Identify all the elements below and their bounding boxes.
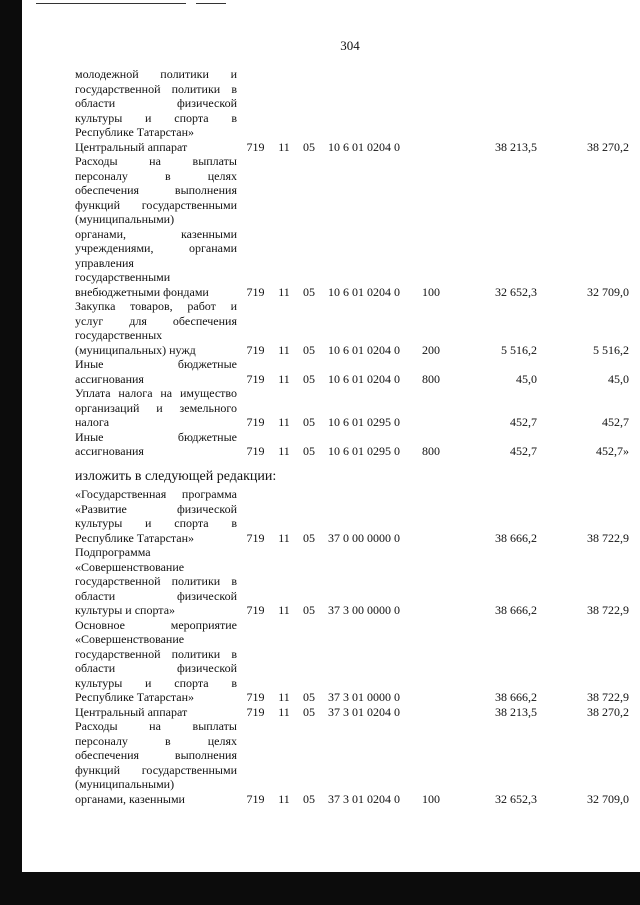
table-row <box>75 719 630 806</box>
row-subsection: 05 <box>303 415 315 429</box>
row-subsection: 05 <box>303 690 315 704</box>
row-target-code: 10 6 01 0204 0 <box>328 371 400 386</box>
row-subsection: 05 <box>303 284 315 299</box>
row-target-code: 37 0 00 0000 0 <box>328 530 400 545</box>
table-row <box>75 430 630 459</box>
row-subsection: 05 <box>303 791 315 806</box>
table-row <box>75 618 630 705</box>
row-subsection: 05 <box>303 704 315 719</box>
description-line: культуры и спорта в <box>75 675 237 690</box>
row-amount-year1: 38 213,5 <box>495 139 537 154</box>
description-line: Расходы на выплаты <box>75 154 237 168</box>
row-code: 719 <box>246 704 265 719</box>
row-code: 719 <box>246 284 265 299</box>
row-amount-year1: 32 652,3 <box>495 791 537 806</box>
description-line: государственными <box>75 270 171 284</box>
description-line: Подпрограмма <box>75 545 151 559</box>
row-expense-type: 100 <box>422 284 440 299</box>
row-target-code: 10 6 01 0295 0 <box>328 444 400 458</box>
row-amount-year1: 452,7 <box>510 415 537 429</box>
scan-bottom-edge <box>0 872 640 905</box>
description-line: организаций и земельного <box>75 400 237 415</box>
description-line: функций государственными <box>75 197 237 212</box>
row-amount-year2: 32 709,0 <box>587 284 629 299</box>
description-line: ассигнования <box>75 371 144 386</box>
row-expense-type: 800 <box>422 371 440 386</box>
row-amount-year1: 38 666,2 <box>495 603 537 617</box>
description-line: учреждениями, органами <box>75 241 237 255</box>
row-amount-year2: 452,7 <box>602 415 629 429</box>
row-section: 11 <box>278 284 290 299</box>
description-line: Центральный аппарат <box>75 704 188 719</box>
row-amount-year1: 38 666,2 <box>495 530 537 545</box>
table-row <box>75 299 630 357</box>
row-amount-year2: 32 709,0 <box>587 791 629 806</box>
description-line: культуры и спорта в <box>75 516 237 530</box>
description-line: культуры и спорта» <box>75 603 176 617</box>
row-subsection: 05 <box>303 444 315 458</box>
description-line: ассигнования <box>75 444 144 458</box>
row-amount-year1: 38 213,5 <box>495 704 537 719</box>
page-number: 304 <box>340 38 360 53</box>
row-section: 11 <box>278 415 290 429</box>
row-description <box>75 487 237 545</box>
description-line: культуры и спорта в <box>75 110 237 125</box>
description-line: Расходы на выплаты <box>75 719 237 733</box>
row-section: 11 <box>278 530 290 545</box>
row-section: 11 <box>278 704 290 719</box>
row-description <box>75 705 237 720</box>
row-description <box>75 140 237 155</box>
row-description <box>75 430 237 459</box>
table-row <box>75 487 630 545</box>
row-code: 719 <box>246 690 265 704</box>
description-line: области физической <box>75 661 237 675</box>
description-line: Уплата налога на имущество <box>75 386 237 400</box>
row-description <box>75 719 237 806</box>
description-line: «Государственная программа <box>75 487 237 501</box>
row-target-code: 10 6 01 0204 0 <box>328 139 400 154</box>
description-line: области физической <box>75 588 237 603</box>
row-section: 11 <box>278 342 290 357</box>
row-code: 719 <box>246 415 265 429</box>
budget-table-old <box>75 67 630 459</box>
row-amount-year2: 452,7» <box>596 444 629 458</box>
row-target-code: 37 3 01 0204 0 <box>328 704 400 719</box>
row-subsection: 05 <box>303 530 315 545</box>
table-row <box>75 357 630 386</box>
description-line: Иные бюджетные <box>75 429 237 444</box>
description-line: обеспечения выполнения <box>75 183 237 197</box>
row-subsection: 05 <box>303 139 315 154</box>
row-code: 719 <box>246 371 265 386</box>
table-row <box>75 705 630 720</box>
row-amount-year1: 5 516,2 <box>501 342 537 357</box>
row-section: 11 <box>278 444 290 458</box>
row-amount-year1: 32 652,3 <box>495 284 537 299</box>
row-description <box>75 299 237 357</box>
scan-left-edge <box>0 0 22 905</box>
row-code: 719 <box>246 342 265 357</box>
row-subsection: 05 <box>303 603 315 617</box>
row-target-code: 10 6 01 0204 0 <box>328 342 400 357</box>
description-line: персоналу в целях <box>75 733 237 748</box>
description-line: «Развитие физической <box>75 501 237 516</box>
description-line: обеспечения выполнения <box>75 748 237 762</box>
description-line: «Совершенствование <box>75 559 185 574</box>
row-amount-year2: 38 722,9 <box>587 603 629 617</box>
row-amount-year1: 452,7 <box>510 444 537 458</box>
row-amount-year2: 45,0 <box>608 371 629 386</box>
row-subsection: 05 <box>303 342 315 357</box>
description-line: области физической <box>75 96 237 110</box>
description-line: государственной политики в <box>75 81 237 96</box>
row-description <box>75 357 237 386</box>
description-line: государственной политики в <box>75 574 237 588</box>
row-description <box>75 67 237 140</box>
row-amount-year2: 38 722,9 <box>587 530 629 545</box>
row-amount-year1: 45,0 <box>516 371 537 386</box>
row-description <box>75 618 237 705</box>
scan-top-mark <box>196 3 226 4</box>
description-line: Республике Татарстан» <box>75 530 195 545</box>
description-line: (муниципальными) <box>75 212 175 226</box>
row-section: 11 <box>278 603 290 617</box>
row-amount-year2: 38 270,2 <box>587 704 629 719</box>
description-line: Республике Татарстан» <box>75 125 195 139</box>
budget-table-new <box>75 487 630 806</box>
row-expense-type: 100 <box>422 791 440 806</box>
description-line: внебюджетными фондами <box>75 284 209 299</box>
row-description <box>75 154 237 299</box>
row-code: 719 <box>246 530 265 545</box>
description-line: персоналу в целях <box>75 168 237 183</box>
row-description <box>75 545 237 618</box>
description-line: Основное мероприятие <box>75 617 237 632</box>
row-section: 11 <box>278 791 290 806</box>
scan-top-mark <box>36 3 186 4</box>
row-code: 719 <box>246 603 265 617</box>
amendment-heading: изложить в следующей редакции: <box>75 469 277 484</box>
row-target-code: 37 3 01 0204 0 <box>328 791 400 806</box>
row-section: 11 <box>278 139 290 154</box>
row-amount-year2: 38 270,2 <box>587 139 629 154</box>
description-line: Центральный аппарат <box>75 139 188 154</box>
description-line: услуг для обеспечения <box>75 313 237 328</box>
description-line: функций государственными <box>75 762 237 777</box>
description-line: (муниципальных) нужд <box>75 342 196 357</box>
table-row <box>75 386 630 430</box>
description-line: государственной политики в <box>75 646 237 661</box>
description-line: Республике Татарстан» <box>75 690 195 704</box>
row-target-code: 37 3 00 0000 0 <box>328 603 400 617</box>
row-expense-type: 200 <box>422 342 440 357</box>
table-row <box>75 67 630 140</box>
row-code: 719 <box>246 791 265 806</box>
description-line: «Совершенствование <box>75 632 185 646</box>
row-expense-type: 800 <box>422 444 440 458</box>
description-line: управления <box>75 255 134 270</box>
description-line: Иные бюджетные <box>75 357 237 371</box>
description-line: налога <box>75 415 110 429</box>
row-target-code: 10 6 01 0204 0 <box>328 284 400 299</box>
description-line: молодежной политики и <box>75 67 237 81</box>
row-code: 719 <box>246 139 265 154</box>
table-row <box>75 154 630 299</box>
table-row <box>75 545 630 618</box>
description-line: государственных <box>75 328 163 342</box>
row-amount-year1: 38 666,2 <box>495 690 537 704</box>
description-line: органами, казенными <box>75 791 185 806</box>
row-target-code: 10 6 01 0295 0 <box>328 415 400 429</box>
description-line: (муниципальными) <box>75 777 175 791</box>
table-row <box>75 140 630 155</box>
description-line: органами, казенными <box>75 226 237 241</box>
row-amount-year2: 38 722,9 <box>587 690 629 704</box>
row-amount-year2: 5 516,2 <box>593 342 629 357</box>
row-code: 719 <box>246 444 265 458</box>
row-section: 11 <box>278 371 290 386</box>
row-subsection: 05 <box>303 371 315 386</box>
row-target-code: 37 3 01 0000 0 <box>328 690 400 704</box>
row-description <box>75 386 237 430</box>
row-section: 11 <box>278 690 290 704</box>
description-line: Закупка товаров, работ и <box>75 299 237 313</box>
